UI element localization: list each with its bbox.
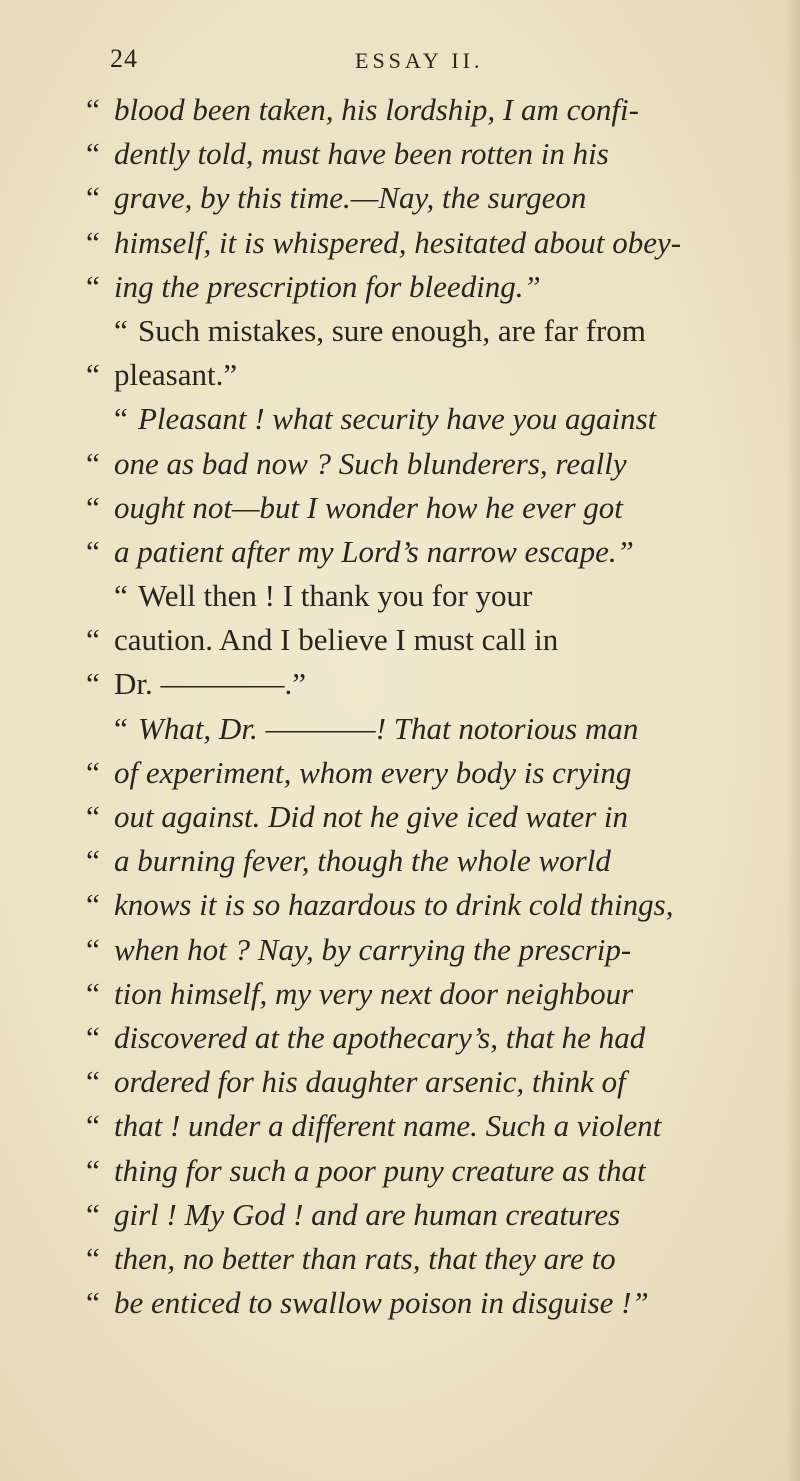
line-text: be enticed to swallow poison in disguise !” xyxy=(114,1285,649,1321)
text-line xyxy=(86,265,776,309)
line-text: then, no better than rats, that they are to xyxy=(114,1240,616,1276)
line-text: out against. Did not he give iced water in xyxy=(114,799,629,834)
line-quote-mark: “ xyxy=(114,312,128,348)
text-line xyxy=(86,618,776,662)
text-line xyxy=(86,176,776,220)
line-quote-mark: “ xyxy=(86,1285,100,1321)
line-text: girl ! My God ! and are human creatures xyxy=(114,1196,621,1232)
line-quote-mark: “ xyxy=(86,799,100,834)
line-quote-mark: “ xyxy=(86,1019,100,1055)
text-line xyxy=(86,795,776,839)
line-text: Dr. ————.” xyxy=(114,666,307,702)
line-text: What, Dr. ————! That notorious man xyxy=(138,710,639,746)
page-number: 24 xyxy=(110,44,138,73)
text-line xyxy=(86,928,776,972)
text-line xyxy=(86,707,776,751)
line-text: one as bad now ? Such blunderers, really xyxy=(114,445,627,481)
line-text: ought not—but I wonder how he ever got xyxy=(114,489,623,525)
line-quote-mark: “ xyxy=(86,622,100,658)
line-text: when hot ? Nay, by carrying the prescrip- xyxy=(114,931,632,967)
text-line xyxy=(86,1193,776,1237)
line-text: of experiment, whom every body is crying xyxy=(114,754,632,790)
line-quote-mark: “ xyxy=(86,1108,100,1144)
line-text: ordered for his daughter arsenic, think of xyxy=(114,1064,626,1100)
line-quote-mark: “ xyxy=(86,489,100,525)
line-quote-mark: “ xyxy=(86,357,100,393)
line-text: Such mistakes, sure enough, are far from xyxy=(138,312,646,348)
line-quote-mark: “ xyxy=(86,1240,100,1276)
text-line xyxy=(86,309,776,353)
line-text: ing the prescription for bleeding.” xyxy=(114,268,541,304)
text-line xyxy=(86,486,776,530)
running-head: ESSAY II. xyxy=(355,48,484,73)
line-text: tion himself, my very next door neighbour xyxy=(114,975,634,1011)
line-text: himself, it is whispered, hesitated about obey- xyxy=(114,224,682,260)
line-quote-mark: “ xyxy=(86,533,100,569)
line-quote-mark: “ xyxy=(114,710,128,746)
text-line xyxy=(86,1237,776,1281)
text-line xyxy=(86,883,776,927)
line-text: Well then ! I thank you for your xyxy=(138,578,533,614)
line-quote-mark: “ xyxy=(86,1064,100,1100)
line-quote-mark: “ xyxy=(86,887,100,923)
text-line xyxy=(86,1104,776,1148)
text-line xyxy=(86,574,776,618)
text-line xyxy=(86,132,776,176)
line-text: that ! under a different name. Such a violent xyxy=(114,1108,662,1144)
line-quote-mark: “ xyxy=(86,1152,100,1188)
text-line xyxy=(86,1149,776,1193)
line-quote-mark: “ xyxy=(114,578,128,614)
line-text: thing for such a poor puny creature as that xyxy=(114,1152,646,1188)
text-line xyxy=(86,839,776,883)
page-edge-shadow xyxy=(786,0,800,1481)
page-header xyxy=(110,44,670,84)
text-line xyxy=(86,1016,776,1060)
text-line xyxy=(86,972,776,1016)
line-text: grave, by this time.—Nay, the surgeon xyxy=(114,180,587,216)
line-quote-mark: “ xyxy=(86,268,100,304)
line-quote-mark: “ xyxy=(86,1196,100,1232)
line-text: Pleasant ! what security have you against xyxy=(138,401,657,437)
line-quote-mark: “ xyxy=(86,92,100,127)
text-line xyxy=(86,751,776,795)
text-line xyxy=(86,442,776,486)
line-quote-mark: “ xyxy=(86,136,100,172)
line-text: discovered at the apothecary’s, that he had xyxy=(114,1019,646,1055)
line-quote-mark: “ xyxy=(86,445,100,481)
line-text: dently told, must have been rotten in his xyxy=(114,136,609,172)
line-text: caution. And I believe I must call in xyxy=(114,622,559,658)
body-text xyxy=(86,88,776,1325)
line-quote-mark: “ xyxy=(86,666,100,702)
text-line xyxy=(86,1281,776,1325)
line-quote-mark: “ xyxy=(86,754,100,790)
line-text: a burning fever, though the whole world xyxy=(114,843,611,879)
line-quote-mark: “ xyxy=(86,224,100,260)
line-text: pleasant.” xyxy=(114,357,238,393)
line-quote-mark: “ xyxy=(86,843,100,879)
line-text: blood been taken, his lordship, I am confi- xyxy=(114,92,639,127)
line-quote-mark: “ xyxy=(114,401,128,437)
text-line xyxy=(86,1060,776,1104)
line-quote-mark: “ xyxy=(86,931,100,967)
line-quote-mark: “ xyxy=(86,180,100,216)
line-text: knows it is so hazardous to drink cold things, xyxy=(114,887,674,923)
text-line xyxy=(86,353,776,397)
line-quote-mark: “ xyxy=(86,975,100,1011)
text-line xyxy=(86,397,776,441)
text-line xyxy=(86,88,776,132)
text-line xyxy=(86,221,776,265)
text-line xyxy=(86,530,776,574)
text-line xyxy=(86,662,776,706)
line-text: a patient after my Lord’s narrow escape.” xyxy=(114,533,634,569)
